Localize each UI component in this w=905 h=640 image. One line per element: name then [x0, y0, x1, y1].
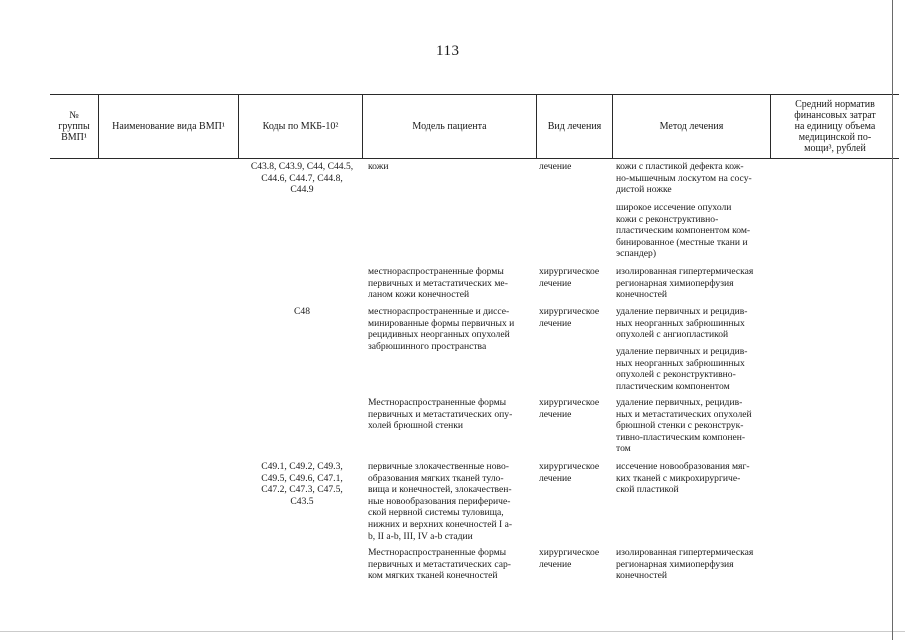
treatment-method-cell: удаление первичных, рецидив- ных и метастатических опухолей брюшной стенки с реконструк- тивно-пластическим компонен- том [616, 397, 752, 455]
header-vmp-name: Наименование вида ВМП¹ [112, 120, 225, 132]
patient-model-cell: Местнораспространенные формы первичных и метастатических опу- холей брюшной стенки [368, 397, 513, 432]
treatment-type-cell: лечение [539, 161, 572, 172]
page-number: 113 [436, 43, 460, 59]
icd-codes-cell: С48 [294, 306, 310, 317]
header-bottom-border [50, 158, 899, 159]
patient-model-cell: местнораспространенные формы первичных и метастатических ме- ланом кожи конечностей [368, 266, 508, 301]
treatment-method-cell: кожи с пластикой дефекта кож- но-мышечным лоскутом на сосу- дистой ножке [616, 161, 752, 196]
patient-model-cell: Местнораспространенные формы первичных и метастатических сар- ком мягких тканей конечностей [368, 547, 511, 582]
patient-model-cell: первичные злокачественные ново- образования мягких тканей туло- вища и конечностей, злокачествен- ные новообразования перифериче- ской нервной системы туловища, нижних и верхних конечностей I a- b, II a-b, III, IV a-b стадии [368, 461, 513, 542]
header-average-cost: Средний норматив финансовых затрат на единицу объема медицинской по- мощи³, рублей [794, 98, 876, 154]
treatment-type-cell: хирургическое лечение [539, 306, 600, 329]
table-top-border [50, 94, 899, 95]
treatment-method-cell: удаление первичных и рецидив- ных неорганных забрюшинных опухолей с ангиопластикой [616, 306, 748, 341]
header-treatment-method: Метод лечения [659, 120, 724, 132]
patient-model-cell: кожи [368, 161, 389, 172]
header-group-number: № группы ВМП¹ [58, 109, 90, 143]
treatment-type-cell: хирургическое лечение [539, 266, 600, 289]
treatment-method-cell: удаление первичных и рецидив- ных неорганных забрюшинных опухолей с реконструктивно- пластическим компонентом [616, 346, 748, 392]
treatment-type-cell: хирургическое лечение [539, 397, 600, 420]
icd-codes-cell: С43.8, С43.9, С44, С44.5, С44.6, С44.7, С44.8, С44.9 [250, 161, 354, 196]
treatment-method-cell: изолированная гипертермическая регионарная химиоперфузия конечностей [616, 547, 754, 582]
treatment-method-cell: широкое иссечение опухоли кожи с реконструктивно- пластическим компонентом ком- бинированное (местные ткани и эспандер) [616, 202, 751, 260]
header-icd-codes: Коды по МКБ-10² [262, 120, 339, 132]
header-patient-model: Модель пациента [412, 120, 487, 132]
scan-edge-mark [0, 631, 905, 632]
icd-codes-cell: С49.1, С49.2, С49.3, С49.5, С49.6, С47.1, С47.2, С47.3, С47.5, С43.5 [261, 461, 343, 507]
treatment-type-cell: хирургическое лечение [539, 461, 600, 484]
treatment-type-cell: хирургическое лечение [539, 547, 600, 570]
header-treatment-type: Вид лечения [547, 120, 602, 132]
treatment-method-cell: изолированная гипертермическая регионарная химиоперфузия конечностей [616, 266, 754, 301]
treatment-method-cell: иссечение новообразования мяг- ких тканей с микрохирургиче- ской пластикой [616, 461, 750, 496]
patient-model-cell: местнораспространенные и диссе- минированные формы первичных и рецидивных неорганных опухолей забрюшинного пространства [368, 306, 515, 352]
